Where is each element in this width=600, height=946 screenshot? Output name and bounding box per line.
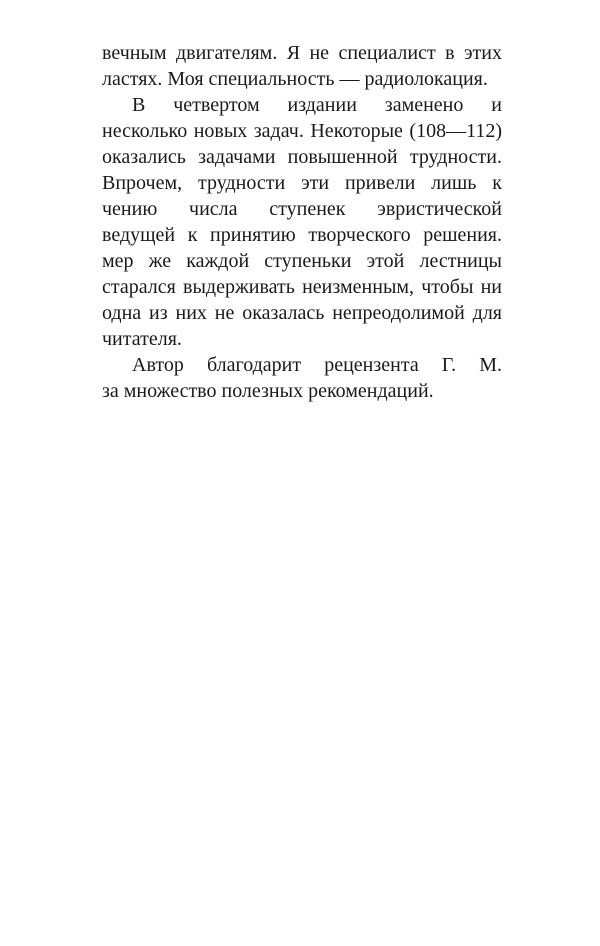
text-line: мер же каждой ступеньки этой лестницы — [102, 250, 502, 272]
text-line: ластях. Моя специальность — радиолокация. — [102, 68, 488, 90]
text-line: читателя. — [102, 328, 182, 350]
text-line: несколько новых задач. Некоторые (108—112) — [102, 120, 502, 142]
paragraph-2 — [102, 92, 502, 352]
text-line: оказались задачами повышенной трудности. — [102, 146, 502, 168]
text-line: одна из них не оказалась непреодолимой для — [102, 302, 502, 324]
paragraph-1 — [102, 40, 502, 92]
text-line: за множество полезных рекомендаций. — [102, 380, 434, 402]
text-line: В четвертом издании заменено и — [132, 94, 502, 116]
paragraph-3 — [102, 352, 502, 404]
text-line: вечным двигателям. Я не специалист в этих — [102, 42, 502, 64]
body-text — [102, 40, 502, 404]
text-line: старался выдерживать неизменным, чтобы ни — [102, 276, 502, 298]
text-line: Впрочем, трудности эти привели лишь к — [102, 172, 502, 194]
text-line: Автор благодарит рецензента Г. М. — [132, 354, 502, 376]
text-line: чению числа ступенек эвристической — [102, 198, 502, 220]
text-line: ведущей к принятию творческого решения. — [102, 224, 502, 246]
